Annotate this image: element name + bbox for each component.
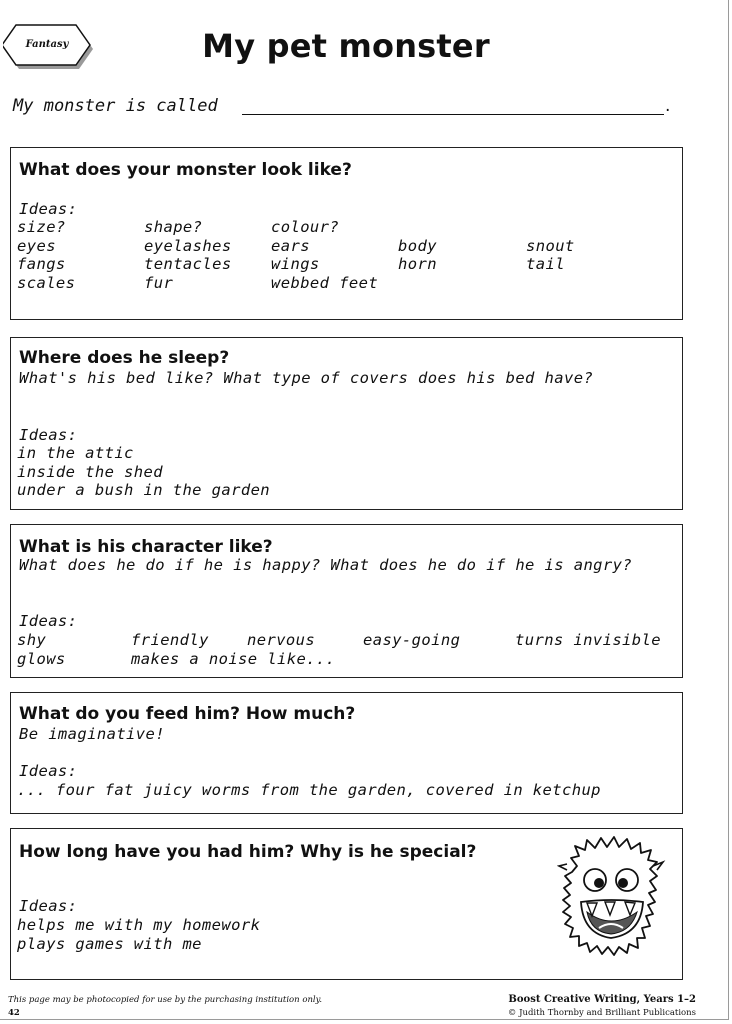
idea-item: friendly [131, 631, 209, 649]
idea-item: shy [17, 631, 47, 649]
idea-item: webbed feet [271, 273, 379, 292]
section-question: Where does he sleep? [19, 348, 230, 368]
idea-item: in the attic [17, 444, 134, 462]
idea-item: easy-going [363, 631, 461, 649]
section-question: What do you feed him? How much? [19, 704, 356, 724]
monster-illustration [557, 836, 667, 956]
ideas-list [17, 781, 601, 800]
section-question: What does your monster look like? [19, 160, 352, 180]
section-look[interactable] [10, 147, 683, 320]
idea-item: fur [144, 273, 174, 292]
section-question: How long have you had him? Why is he special? [19, 842, 477, 862]
section-feed[interactable] [10, 692, 683, 814]
book-title: Boost Creative Writing, Years 1–2 [508, 994, 696, 1005]
name-line-end: . [665, 96, 671, 116]
section-prompt: What's his bed like? What type of covers does his bed have? [19, 369, 594, 387]
ideas-label: Ideas: [19, 426, 78, 444]
idea-item: tentacles [144, 255, 232, 273]
idea-item: plays games with me [17, 934, 202, 953]
ideas-label: Ideas: [19, 897, 78, 915]
idea-item: nervous [247, 631, 316, 649]
section-sleep[interactable] [10, 337, 683, 510]
ideas-list [17, 916, 260, 953]
section-prompt: What does he do if he is happy? What does he do if he is angry? [19, 556, 633, 574]
idea-item: ears [271, 236, 310, 255]
ideas-list [17, 444, 270, 500]
idea-item: shape? [144, 218, 203, 236]
idea-item: eyes [17, 236, 56, 255]
idea-item: inside the shed [17, 462, 163, 481]
idea-item: wings [271, 255, 320, 273]
idea-item: fangs [17, 255, 66, 273]
page-number: 42 [8, 1008, 20, 1018]
name-label: My monster is called [13, 96, 218, 116]
ideas-label: Ideas: [19, 612, 78, 630]
ideas-label: Ideas: [19, 762, 78, 780]
page-title: My pet monster [202, 27, 490, 65]
badge-label: Fantasy [25, 39, 69, 50]
idea-item: tail [526, 255, 565, 273]
idea-item: snout [526, 236, 575, 255]
idea-item: size? [17, 218, 66, 236]
idea-item: body [398, 236, 437, 255]
footer-note: This page may be photocopied for use by the purchasing institution only. [8, 995, 323, 1005]
idea-item: turns invisible [515, 631, 661, 649]
idea-item: eyelashes [144, 236, 232, 255]
section-character[interactable] [10, 524, 683, 678]
idea-item: under a bush in the garden [17, 481, 271, 499]
idea-item: scales [17, 273, 76, 292]
idea-item: glows [17, 649, 66, 668]
idea-item: makes a noise like... [131, 649, 336, 668]
section-question: What is his character like? [19, 537, 273, 557]
section-prompt: Be imaginative! [19, 725, 165, 743]
name-line [13, 96, 673, 126]
ideas-label: Ideas: [19, 200, 78, 218]
monster-icon [557, 836, 667, 956]
copyright: © Judith Thornby and Brilliant Publications [507, 1008, 696, 1018]
idea-item: horn [398, 255, 437, 273]
name-blank[interactable] [242, 114, 664, 115]
idea-item: ... four fat juicy worms from the garden, covered in ketchup [17, 781, 601, 799]
idea-item: colour? [271, 218, 340, 236]
idea-item: helps me with my homework [17, 916, 261, 934]
